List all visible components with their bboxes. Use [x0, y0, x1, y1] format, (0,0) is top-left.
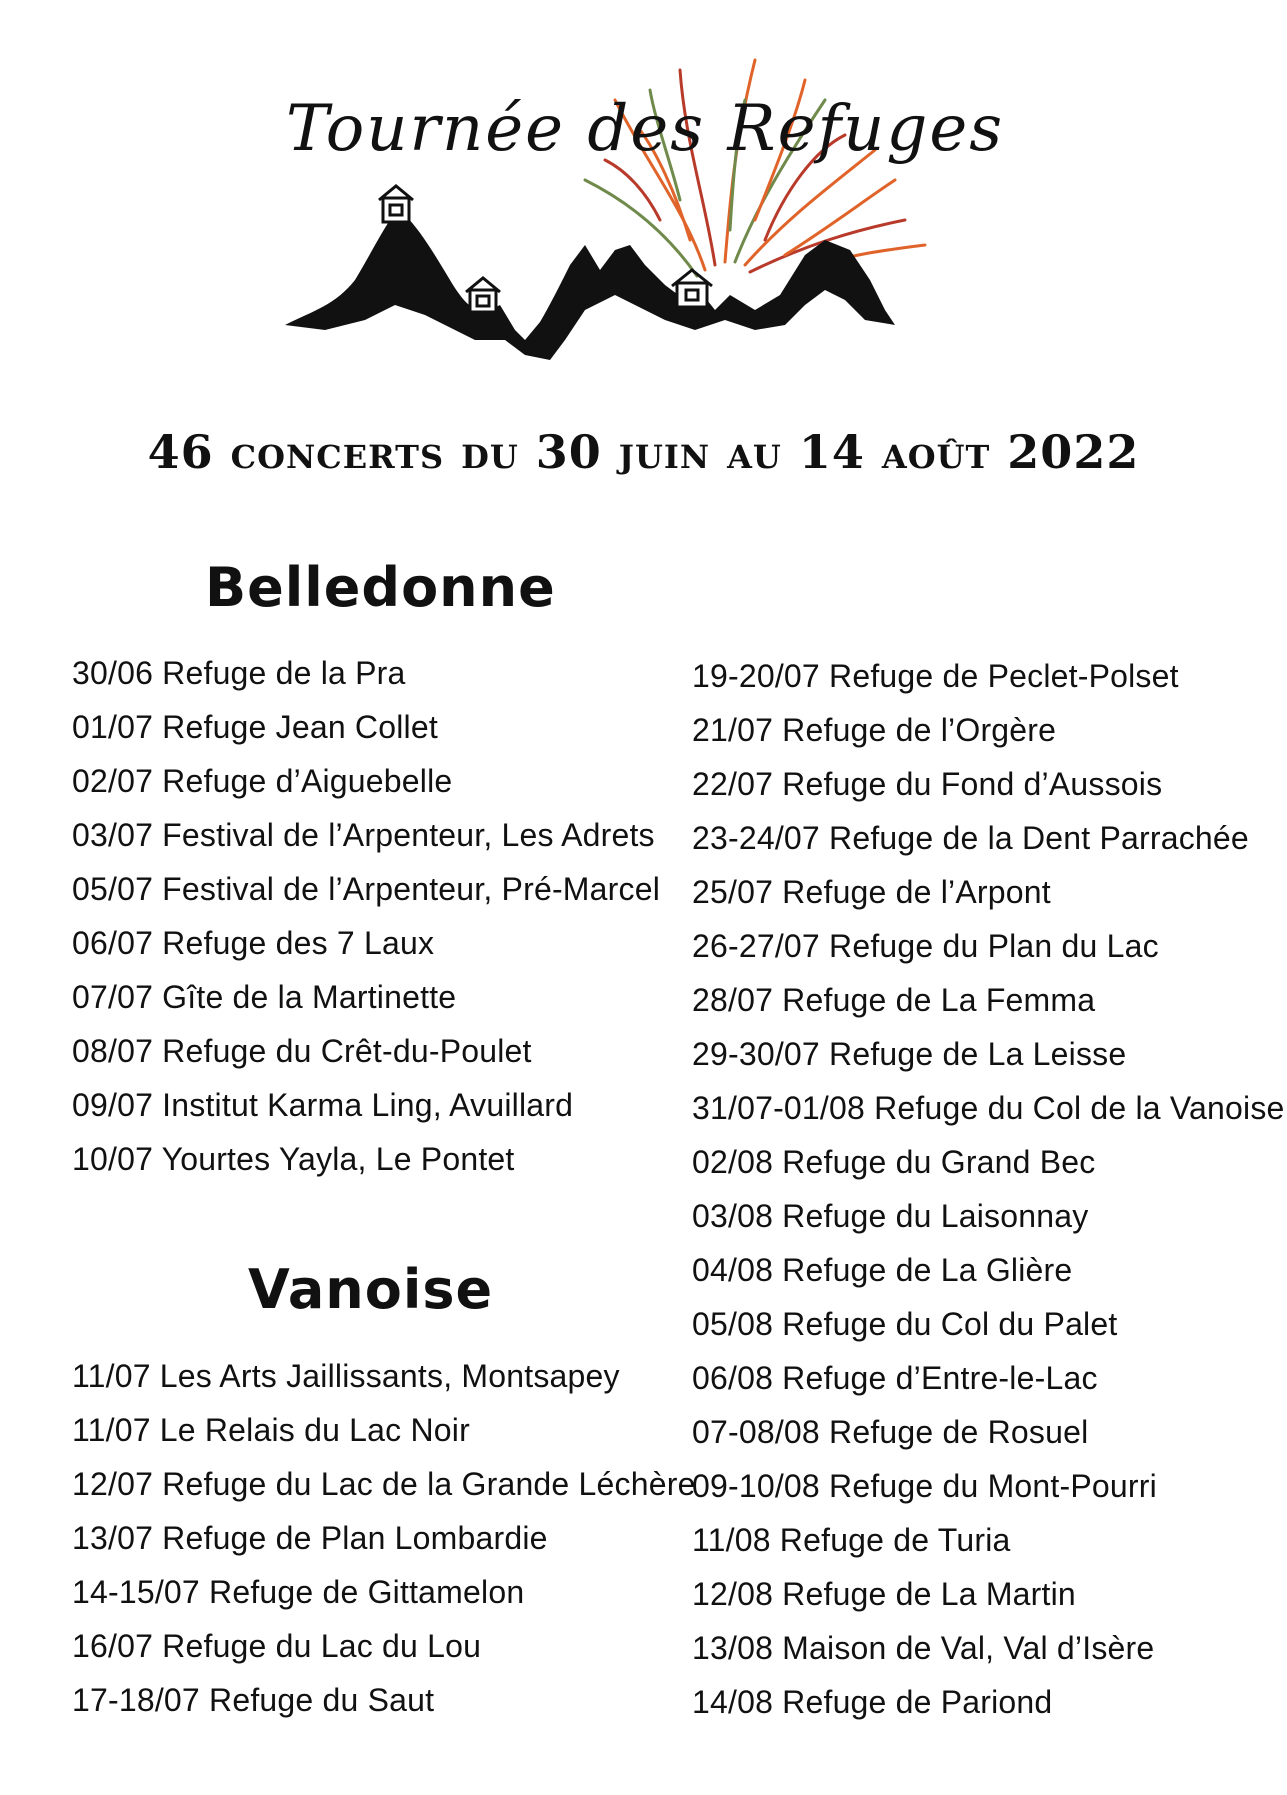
list-item: 13/08 Maison de Val, Val d’Isère	[692, 1630, 1155, 1666]
list-item: 14/08 Refuge de Pariond	[692, 1684, 1053, 1720]
list-item: 02/07 Refuge d’Aiguebelle	[72, 763, 453, 799]
list-item: 02/08 Refuge du Grand Bec	[692, 1144, 1096, 1180]
list-item: 08/07 Refuge du Crêt-du-Poulet	[72, 1033, 532, 1069]
list-item: 19-20/07 Refuge de Peclet-Polset	[692, 658, 1179, 694]
list-item: 16/07 Refuge du Lac du Lou	[72, 1628, 482, 1664]
list-item: 06/07 Refuge des 7 Laux	[72, 925, 435, 961]
list-item: 23-24/07 Refuge de la Dent Parrachée	[692, 820, 1249, 856]
list-item: 09/07 Institut Karma Ling, Avuillard	[72, 1087, 574, 1123]
refuge-hut-icon	[672, 270, 712, 307]
list-item: 03/07 Festival de l’Arpenteur, Les Adrets	[72, 817, 655, 853]
list-item: 13/07 Refuge de Plan Lombardie	[72, 1520, 548, 1556]
list-item: 12/08 Refuge de La Martin	[692, 1576, 1076, 1612]
section-title-belledonne: Belledonne	[205, 556, 556, 619]
list-item: 25/07 Refuge de l’Arpont	[692, 874, 1051, 910]
mountains-icon	[285, 215, 895, 360]
list-item: 05/08 Refuge du Col du Palet	[692, 1306, 1118, 1342]
list-item: 05/07 Festival de l’Arpenteur, Pré-Marcel	[72, 871, 661, 907]
list-item: 11/07 Les Arts Jaillissants, Montsapey	[72, 1358, 620, 1394]
list-item: 06/08 Refuge d’Entre-le-Lac	[692, 1360, 1098, 1396]
list-item: 22/07 Refuge du Fond d’Aussois	[692, 766, 1163, 802]
list-item: 31/07-01/08 Refuge du Col de la Vanoise	[692, 1090, 1285, 1126]
list-item: 30/06 Refuge de la Pra	[72, 655, 406, 691]
list-item: 21/07 Refuge de l’Orgère	[692, 712, 1057, 748]
list-item: 11/08 Refuge de Turia	[692, 1522, 1011, 1558]
vanoise-concert-list-continued	[692, 649, 1285, 1729]
list-item: 17-18/07 Refuge du Saut	[72, 1682, 435, 1718]
tour-subtitle: 46 concerts du 30 juin au 14 août 2022	[147, 425, 1140, 479]
list-item: 07/07 Gîte de la Martinette	[72, 979, 457, 1015]
list-item: 04/08 Refuge de La Glière	[692, 1252, 1073, 1288]
list-item: 09-10/08 Refuge du Mont-Pourri	[692, 1468, 1157, 1504]
logo	[285, 40, 1005, 420]
list-item: 07-08/08 Refuge de Rosuel	[692, 1414, 1089, 1450]
list-item: 03/08 Refuge du Laisonnay	[692, 1198, 1089, 1234]
vanoise-concert-list	[72, 1349, 696, 1727]
list-item: 01/07 Refuge Jean Collet	[72, 709, 438, 745]
list-item: 26-27/07 Refuge du Plan du Lac	[692, 928, 1159, 964]
refuge-hut-icon	[466, 278, 500, 312]
list-item: 14-15/07 Refuge de Gittamelon	[72, 1574, 525, 1610]
logo-title: Tournée des Refuges	[285, 92, 1005, 166]
list-item: 28/07 Refuge de La Femma	[692, 982, 1096, 1018]
list-item: 11/07 Le Relais du Lac Noir	[72, 1412, 470, 1448]
list-item: 10/07 Yourtes Yayla, Le Pontet	[72, 1141, 515, 1177]
list-item: 29-30/07 Refuge de La Leisse	[692, 1036, 1127, 1072]
section-title-vanoise: Vanoise	[248, 1258, 494, 1321]
refuge-hut-icon	[379, 186, 413, 222]
belledonne-concert-list	[72, 646, 660, 1186]
list-item: 12/07 Refuge du Lac de la Grande Léchère	[72, 1466, 696, 1502]
